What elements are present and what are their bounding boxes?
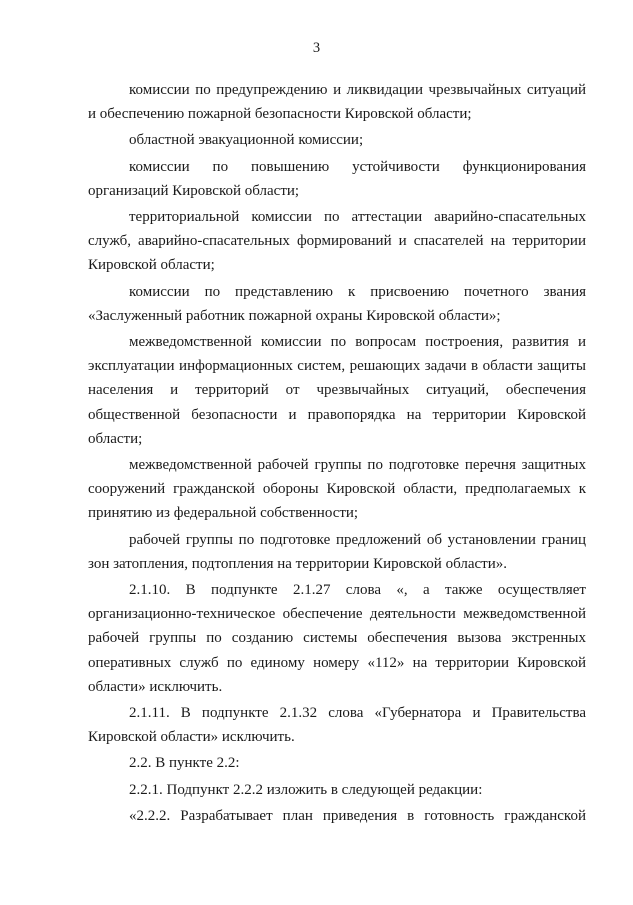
paragraph-attestation-commission: территориальной комиссии по аттестации аварийно-спасательных служб, аварийно-спасательных формирований и спасателей на территории Кировской области; [88, 209, 586, 274]
paragraph-2-1-11: 2.1.11. В подпункте 2.1.32 слова «Губернатора и Правительства Кировской области» исключить. [88, 705, 586, 746]
document-body [88, 78, 586, 830]
paragraph-protective-structures-group: межведомственной рабочей группы по подготовке перечня защитных сооружений гражданской обороны Кировской области, предполагаемых к принятию из федеральной собственности; [88, 457, 586, 522]
page-number: 3 [312, 40, 321, 56]
paragraph-flood-zones-group: рабочей группы по подготовке предложений об установлении границ зон затопления, подтопления на территории Кировской области». [88, 531, 586, 572]
paragraph-commission-emergency: комиссии по предупреждению и ликвидации чрезвычайных ситуаций и обеспечению пожарной безопасности Кировской области; [88, 82, 586, 123]
paragraph-2-2-2: «2.2.2. Разрабатывает план приведения в готовность гражданской [129, 807, 586, 824]
paragraph-stability-commission: комиссии по повышению устойчивости функционирования организаций Кировской области; [88, 158, 586, 199]
paragraph-2-1-10: 2.1.10. В подпункте 2.1.27 слова «, а также осуществляет организационно-техническое обеспечение деятельности межведомственной рабочей группы по созданию системы обеспечения вызова экстренных оперативных служб по единому номеру «112» на территории Кировской области» исключить. [88, 582, 586, 695]
paragraph-2-2: 2.2. В пункте 2.2: [129, 755, 240, 772]
paragraph-information-systems-commission: межведомственной комиссии по вопросам построения, развития и эксплуатации информационных систем, решающих задачи в области защиты населения и территорий от чрезвычайных ситуаций, обеспечения общественной безопасности и правопорядка на территории Кировской области; [88, 334, 586, 447]
paragraph-honorary-title-commission: комиссии по представлению к присвоению почетного звания «Заслуженный работник пожарной охраны Кировской области»; [88, 283, 586, 324]
paragraph-2-2-1: 2.2.1. Подпункт 2.2.2 изложить в следующей редакции: [129, 781, 483, 798]
paragraph-evacuation-commission: областной эвакуационной комиссии; [129, 132, 364, 149]
